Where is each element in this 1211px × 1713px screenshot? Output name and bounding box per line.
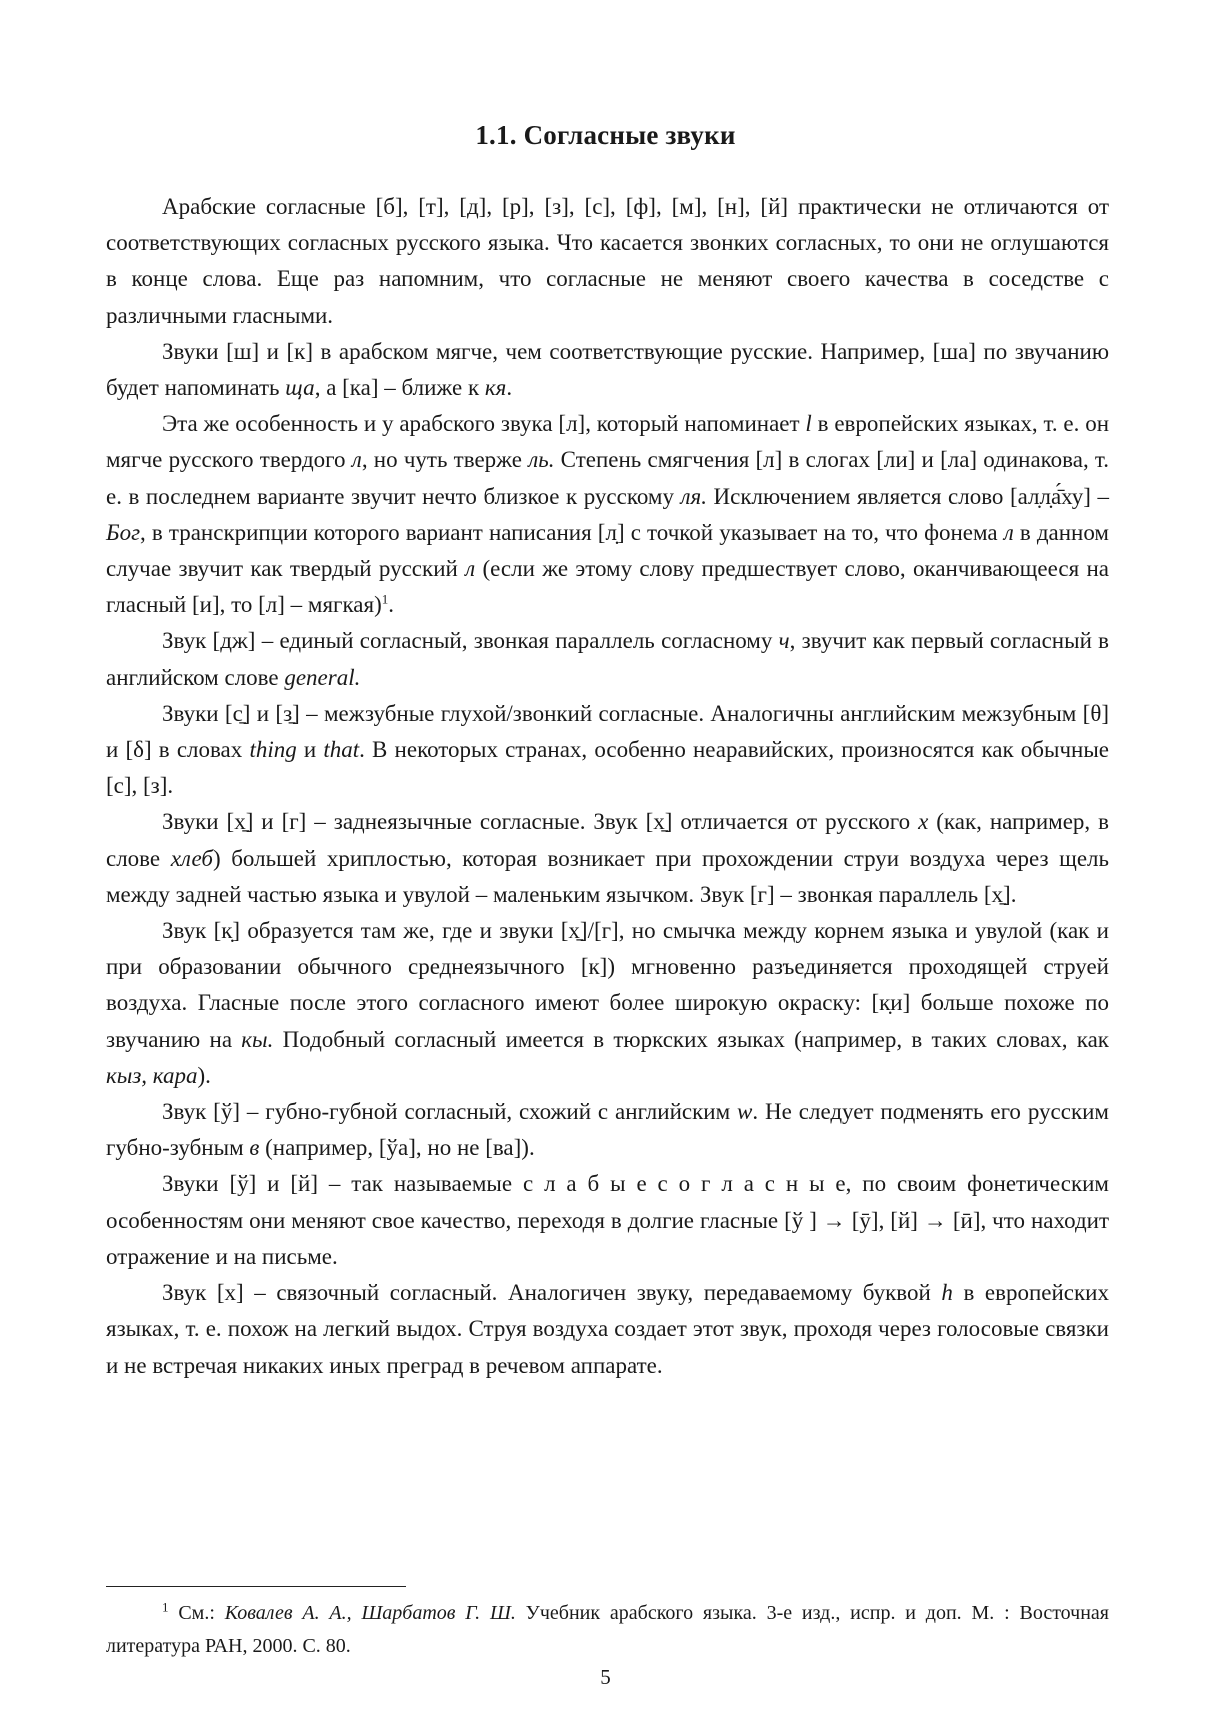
text-run: Эта же особенность и у арабского звука [л], который напоминает <box>162 411 806 437</box>
text-run: Исключением является слово [ал̣л̣а̄́ху] – <box>706 483 1110 509</box>
italic-run: that <box>323 737 360 763</box>
text-run: Звуки [с̱] и [з̱] – межзубные глухой/звонкий согласные. Аналогичны английским межзубным [θ] и [δ] в словах <box>106 700 1109 763</box>
text-run: (как, например, в слове <box>106 809 1109 871</box>
italic-run: general. <box>284 664 361 690</box>
italic-run: хлеб <box>170 845 213 871</box>
text-run: См.: <box>168 1602 225 1624</box>
italic-run: l <box>805 411 812 437</box>
body-paragraph <box>106 623 1109 695</box>
italic-run: Бог <box>106 519 141 545</box>
body-text <box>106 189 1109 1384</box>
body-paragraph <box>106 913 1109 1094</box>
text-run: . <box>388 592 394 618</box>
footnote-divider <box>106 1586 406 1587</box>
italic-run: л <box>1003 519 1014 545</box>
section-title: 1.1. Согласные звуки <box>475 120 736 150</box>
body-paragraph <box>106 804 1109 913</box>
body-paragraph <box>106 406 1109 623</box>
italic-run: ль. <box>528 447 555 473</box>
text-run: . Не следует подменять его русским губно-зубным <box>106 1099 1109 1161</box>
italic-run: thing <box>249 737 297 763</box>
italic-run: х <box>918 809 929 835</box>
text-run: Звук [х] – связочный согласный. Аналогичен звуку, передаваемому буквой <box>162 1280 942 1306</box>
text-run: . В некоторых странах, особенно неаравийских, произносятся как обычные [с], [з]. <box>106 737 1110 799</box>
text-run: Учебник арабского языка. 3-е изд., испр. и доп. М. : Восточная литература РАН, 2000. С. 80. <box>106 1602 1109 1657</box>
text-run: Звук [ў] – губно-губной согласный, схожий с английским <box>162 1099 738 1125</box>
text-run: Звуки [х̱] и [г] – заднеязычные согласные. Звук [х̱] отличается от русского <box>162 809 919 835</box>
text-run: (например, [ўа], но не [ва]). <box>259 1135 535 1161</box>
body-paragraph <box>106 1166 1109 1275</box>
text-run: в данном случае звучит как твердый русский <box>106 519 1109 582</box>
text-run: , а [ка] – ближе к <box>314 375 485 401</box>
text-run: Звук [дж] – единый согласный, звонкая параллель согласному <box>162 628 779 654</box>
text-run: , в транскрипции которого вариант написания [л̣] с точкой указывает на то, что фонема <box>140 519 1004 545</box>
italic-run: кы. <box>241 1026 274 1052</box>
text-run: Арабские согласные [б], [т], [д], [р], [з], [с], [ф], [м], [н], [й] практически не отличаются от соответствующих согласных русского языка. Что касается звонких согласных, то они не оглушаются в конце слова. Еще раз напомним, что согласные не меняют своего качества в соседстве с различными гласными. <box>106 194 1109 328</box>
footnote-paragraph <box>106 1597 1109 1663</box>
italic-run: кыз, кара <box>106 1062 198 1088</box>
italic-run: Ковалев А. А., Шарбатов Г. Ш. <box>224 1602 516 1624</box>
text-run: . <box>506 375 513 401</box>
footnote <box>106 1597 1109 1663</box>
text-run: и <box>296 737 324 763</box>
text-run: Степень смягчения [л] в слогах [ли] и [ла] одинакова, т. е. в последнем варианте звучит нечто близкое к русскому <box>106 447 1109 509</box>
italic-run: л <box>351 447 362 473</box>
italic-run: h <box>941 1280 953 1306</box>
text-run: Звуки [ш] и [к] в арабском мягче, чем соответствующие русские. Например, [ша] по звучанию будет напоминать <box>106 338 1109 401</box>
italic-run: ч <box>778 628 790 654</box>
body-paragraph <box>106 189 1109 334</box>
body-paragraph <box>106 334 1109 406</box>
body-paragraph <box>106 696 1109 805</box>
text-run: Подобный согласный имеется в тюркских языках (например, в таких словах, как <box>273 1026 1109 1052</box>
italic-run: в <box>249 1135 260 1161</box>
body-paragraph <box>106 1275 1109 1384</box>
italic-run: л <box>465 556 476 582</box>
text-run: в европейских языках, т. е. он мягче русского твердого <box>106 411 1110 473</box>
italic-run: кя <box>484 375 507 401</box>
italic-run: ля. <box>680 483 707 509</box>
text-run: ). <box>197 1062 211 1088</box>
text-run: , но чуть тверже <box>361 447 529 473</box>
text-run: в европейских языках, т. е. похож на легкий выдох. Струя воздуха создает этот звук, проходя через голосовые связки и не встречая никаких иных преград в речевом аппарате. <box>106 1280 1109 1378</box>
text-run: ) большей хриплостью, которая возникает при прохождении струи воздуха через щель между задней частью языка и увулой – маленьким язычком. Звук [г] – звонкая параллель [х̱]. <box>106 845 1110 907</box>
footnote-marker: 1 <box>162 1599 169 1615</box>
text-run: Звук [к̣] образуется там же, где и звуки [х̱]/[г], но смычка между корнем языка и увулой (как и при образовании обычного среднеязычного [к]) мгновенно разъединяется проходящей струей воздуха. Гласные после этого согласного имеют более широкую окраску: [к̣и] больше похоже по звучанию на <box>106 918 1109 1052</box>
italic-run: ща <box>285 375 315 401</box>
body-paragraph <box>106 1094 1109 1166</box>
footnote-marker: 1 <box>381 591 389 607</box>
page-number: 5 <box>600 1665 611 1689</box>
text-run: , звучит как первый согласный в английском слове <box>106 628 1110 690</box>
text-run: (если же этому слову предшествует слово, оканчивающееся на гласный [и], то [л] – мягкая) <box>106 556 1109 618</box>
italic-run: w <box>737 1099 753 1125</box>
text-run: Звуки [ў] и [й] – так называемые с л а б ы е с о г л а с н ы е, по своим фонетическим особенностям они меняют свое качество, переходя в долгие гласные [ў ] → [ӯ], [й] → [ӣ], что находит отражение и на письме. <box>106 1171 1109 1269</box>
